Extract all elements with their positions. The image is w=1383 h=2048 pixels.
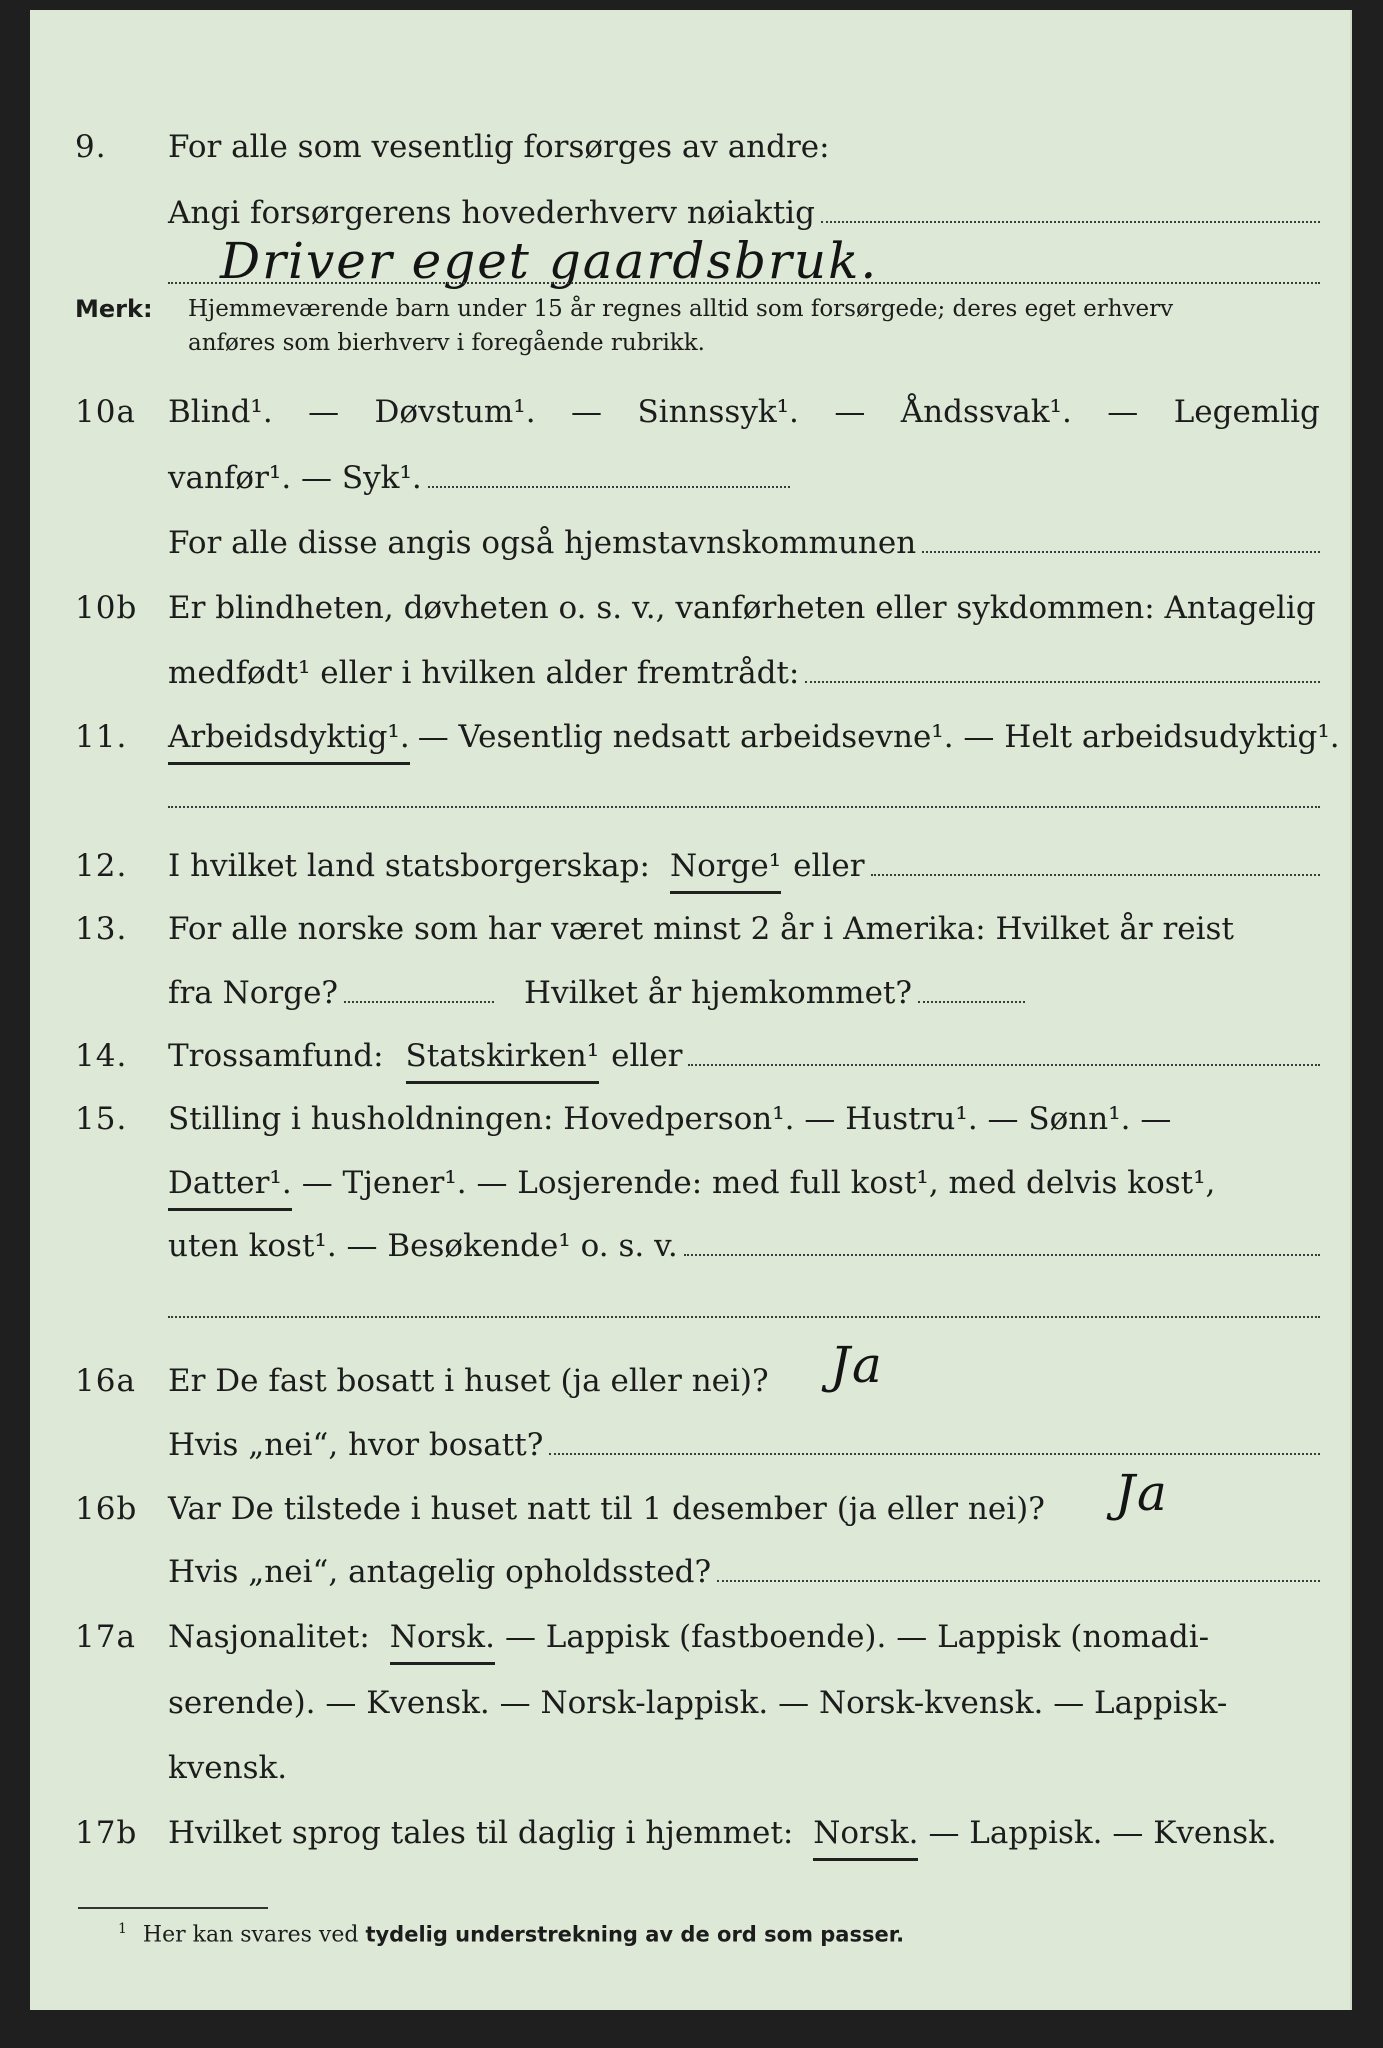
question-number: 14.: [75, 1038, 128, 1074]
question-12-row: [30, 841, 1350, 891]
question-number: 10b: [75, 590, 138, 626]
note-text: anføres som bierhverv i foregående rubrikk.: [188, 330, 705, 356]
option-blind[interactable]: Blind¹.: [168, 394, 273, 430]
option-norsk-underlined[interactable]: Norsk.: [813, 1808, 918, 1861]
footnote-mark: 1: [118, 1921, 127, 1937]
answer-dotted-line[interactable]: [344, 973, 494, 1003]
question-17a-row: [30, 1612, 1350, 1662]
question-text: — Lappisk. — Kvensk.: [928, 1815, 1277, 1851]
question-text: serende). — Kvensk. — Norsk-lappisk. — Norsk-kvensk. — Lappisk-: [168, 1685, 1228, 1721]
option-norsk-underlined[interactable]: Norsk.: [390, 1612, 495, 1665]
answer-dotted-line[interactable]: [684, 1226, 1320, 1256]
footnote-text: Her kan svares ved: [142, 1922, 359, 1948]
footnote-separator: [78, 1907, 268, 1909]
answer-dotted-line[interactable]: [549, 1425, 1320, 1455]
answer-dotted-line[interactable]: [168, 282, 1320, 284]
answer-dotted-line[interactable]: [428, 458, 790, 488]
question-17a-row-3: [30, 1743, 1350, 1793]
question-text: For alle disse angis også hjemstavnskommunen: [168, 525, 917, 561]
question-10a-row: [30, 387, 1350, 437]
question-13-row: [30, 904, 1350, 954]
question-text: — Tjener¹. — Losjerende: med full kost¹, med delvis kost¹,: [301, 1165, 1216, 1201]
question-13-row-2: [30, 968, 1350, 1018]
question-text: I hvilket land statsborgerskap:: [168, 848, 650, 884]
option-statskirken-underlined[interactable]: Statskirken¹: [406, 1031, 600, 1084]
answer-dotted-line[interactable]: [922, 523, 1320, 553]
answer-dotted-line[interactable]: [168, 1316, 1320, 1318]
question-number: 13.: [75, 911, 128, 947]
question-text: fra Norge?: [168, 975, 339, 1011]
question-text: Hvis „nei“, antagelig opholdssted?: [168, 1554, 712, 1590]
question-text: For alle norske som har været minst 2 år i Amerika: Hvilket år reist: [168, 911, 1234, 947]
question-text: Er blindheten, døvheten o. s. v., vanførheten eller sykdommen: Antagelig: [168, 590, 1316, 626]
answer-dotted-line[interactable]: [821, 193, 1320, 223]
question-text: vanfør¹. — Syk¹.: [168, 460, 422, 496]
question-15-row: [30, 1094, 1350, 1144]
question-16b-row-2: [30, 1547, 1350, 1597]
option-datter-underlined[interactable]: Datter¹.: [168, 1158, 292, 1211]
answer-dotted-line[interactable]: [918, 973, 1025, 1003]
separator-dash: —: [571, 394, 603, 430]
question-14-row: [30, 1031, 1350, 1081]
footnote: [118, 1913, 904, 1951]
answer-dotted-line[interactable]: [168, 806, 1320, 808]
question-number: 9.: [75, 129, 107, 165]
option-arbeidsdyktig-underlined[interactable]: Arbeidsdyktig¹.: [168, 712, 410, 765]
option-sinnssyk[interactable]: Sinnssyk¹.: [637, 394, 799, 430]
option-legemlig[interactable]: Legemlig: [1173, 394, 1320, 430]
question-text: Var De tilstede i huset natt til 1 desember (ja eller nei)?: [168, 1491, 1045, 1527]
question-number: 16b: [75, 1491, 138, 1527]
option-norge-underlined[interactable]: Norge¹: [670, 841, 781, 894]
option-dovstum[interactable]: Døvstum¹.: [374, 394, 536, 430]
note-text: Hjemmeværende barn under 15 år regnes alltid som forsørgede; deres eget erhverv: [188, 296, 1174, 322]
question-17b-row: [30, 1808, 1350, 1858]
answer-dotted-line[interactable]: [805, 653, 1320, 683]
question-number: 16a: [75, 1363, 136, 1399]
question-10a-row-3: [30, 518, 1350, 568]
question-text: Nasjonalitet:: [168, 1619, 370, 1655]
question-text: uten kost¹. — Besøkende¹ o. s. v.: [168, 1228, 678, 1264]
question-text: — Vesentlig nedsatt arbeidsevne¹. — Helt arbeidsudyktig¹.: [417, 719, 1340, 755]
question-text: eller: [611, 1038, 683, 1074]
separator-dash: —: [308, 394, 340, 430]
answer-dotted-line[interactable]: [871, 846, 1320, 876]
question-text: Hvilket sprog tales til daglig i hjemmet:: [168, 1815, 794, 1851]
handwritten-answer: Ja: [830, 1336, 884, 1394]
question-16a-row: [30, 1356, 1350, 1406]
separator-dash: —: [834, 394, 866, 430]
footnote-text-bold: tydelig understrekning av de ord som passer.: [365, 1922, 905, 1947]
question-10b-row: [30, 583, 1350, 633]
question-text: For alle som vesentlig forsørges av andre:: [168, 129, 830, 165]
question-text: Hvis „nei“, hvor bosatt?: [168, 1427, 544, 1463]
census-form-page: [30, 10, 1352, 2010]
question-15-row-3: [30, 1221, 1350, 1271]
question-11-row: [30, 712, 1350, 762]
question-15-row-2: [30, 1158, 1350, 1208]
handwritten-answer: Ja: [1115, 1464, 1169, 1522]
question-17a-row-2: [30, 1678, 1350, 1728]
question-text: eller: [793, 848, 865, 884]
question-text: Er De fast bosatt i huset (ja eller nei)?: [168, 1363, 769, 1399]
question-16a-row-2: [30, 1420, 1350, 1470]
question-number: 15.: [75, 1101, 128, 1137]
question-10b-row-2: [30, 648, 1350, 698]
question-text: Trossamfund:: [168, 1038, 384, 1074]
answer-dotted-line[interactable]: [688, 1036, 1320, 1066]
answer-dotted-line[interactable]: [717, 1552, 1320, 1582]
question-number: 17a: [75, 1619, 136, 1655]
question-text: kvensk.: [168, 1750, 288, 1786]
handwritten-answer: Driver eget gaardsbruk.: [220, 232, 879, 290]
question-text: — Lappisk (fastboende). — Lappisk (nomadi-: [504, 1619, 1210, 1655]
question-number: 11.: [75, 719, 128, 755]
question-9-row: [30, 122, 1350, 172]
question-text: medfødt¹ eller i hvilken alder fremtrådt:: [168, 655, 800, 691]
question-10a-row-2: [30, 453, 1350, 503]
separator-dash: —: [1107, 394, 1139, 430]
question-9-row-2: [30, 188, 1350, 238]
question-number: 17b: [75, 1815, 138, 1851]
question-number: 10a: [75, 394, 136, 430]
question-number: 12.: [75, 848, 128, 884]
question-text: Stilling i husholdningen: Hovedperson¹. — Hustru¹. — Sønn¹. —: [168, 1101, 1172, 1137]
note-label: Merk:: [75, 295, 153, 323]
question-text: Hvilket år hjemkommet?: [524, 975, 913, 1011]
option-andssvak[interactable]: Åndssvak¹.: [900, 394, 1072, 430]
question-text: Angi forsørgerens hovederhverv nøiaktig: [168, 195, 815, 231]
